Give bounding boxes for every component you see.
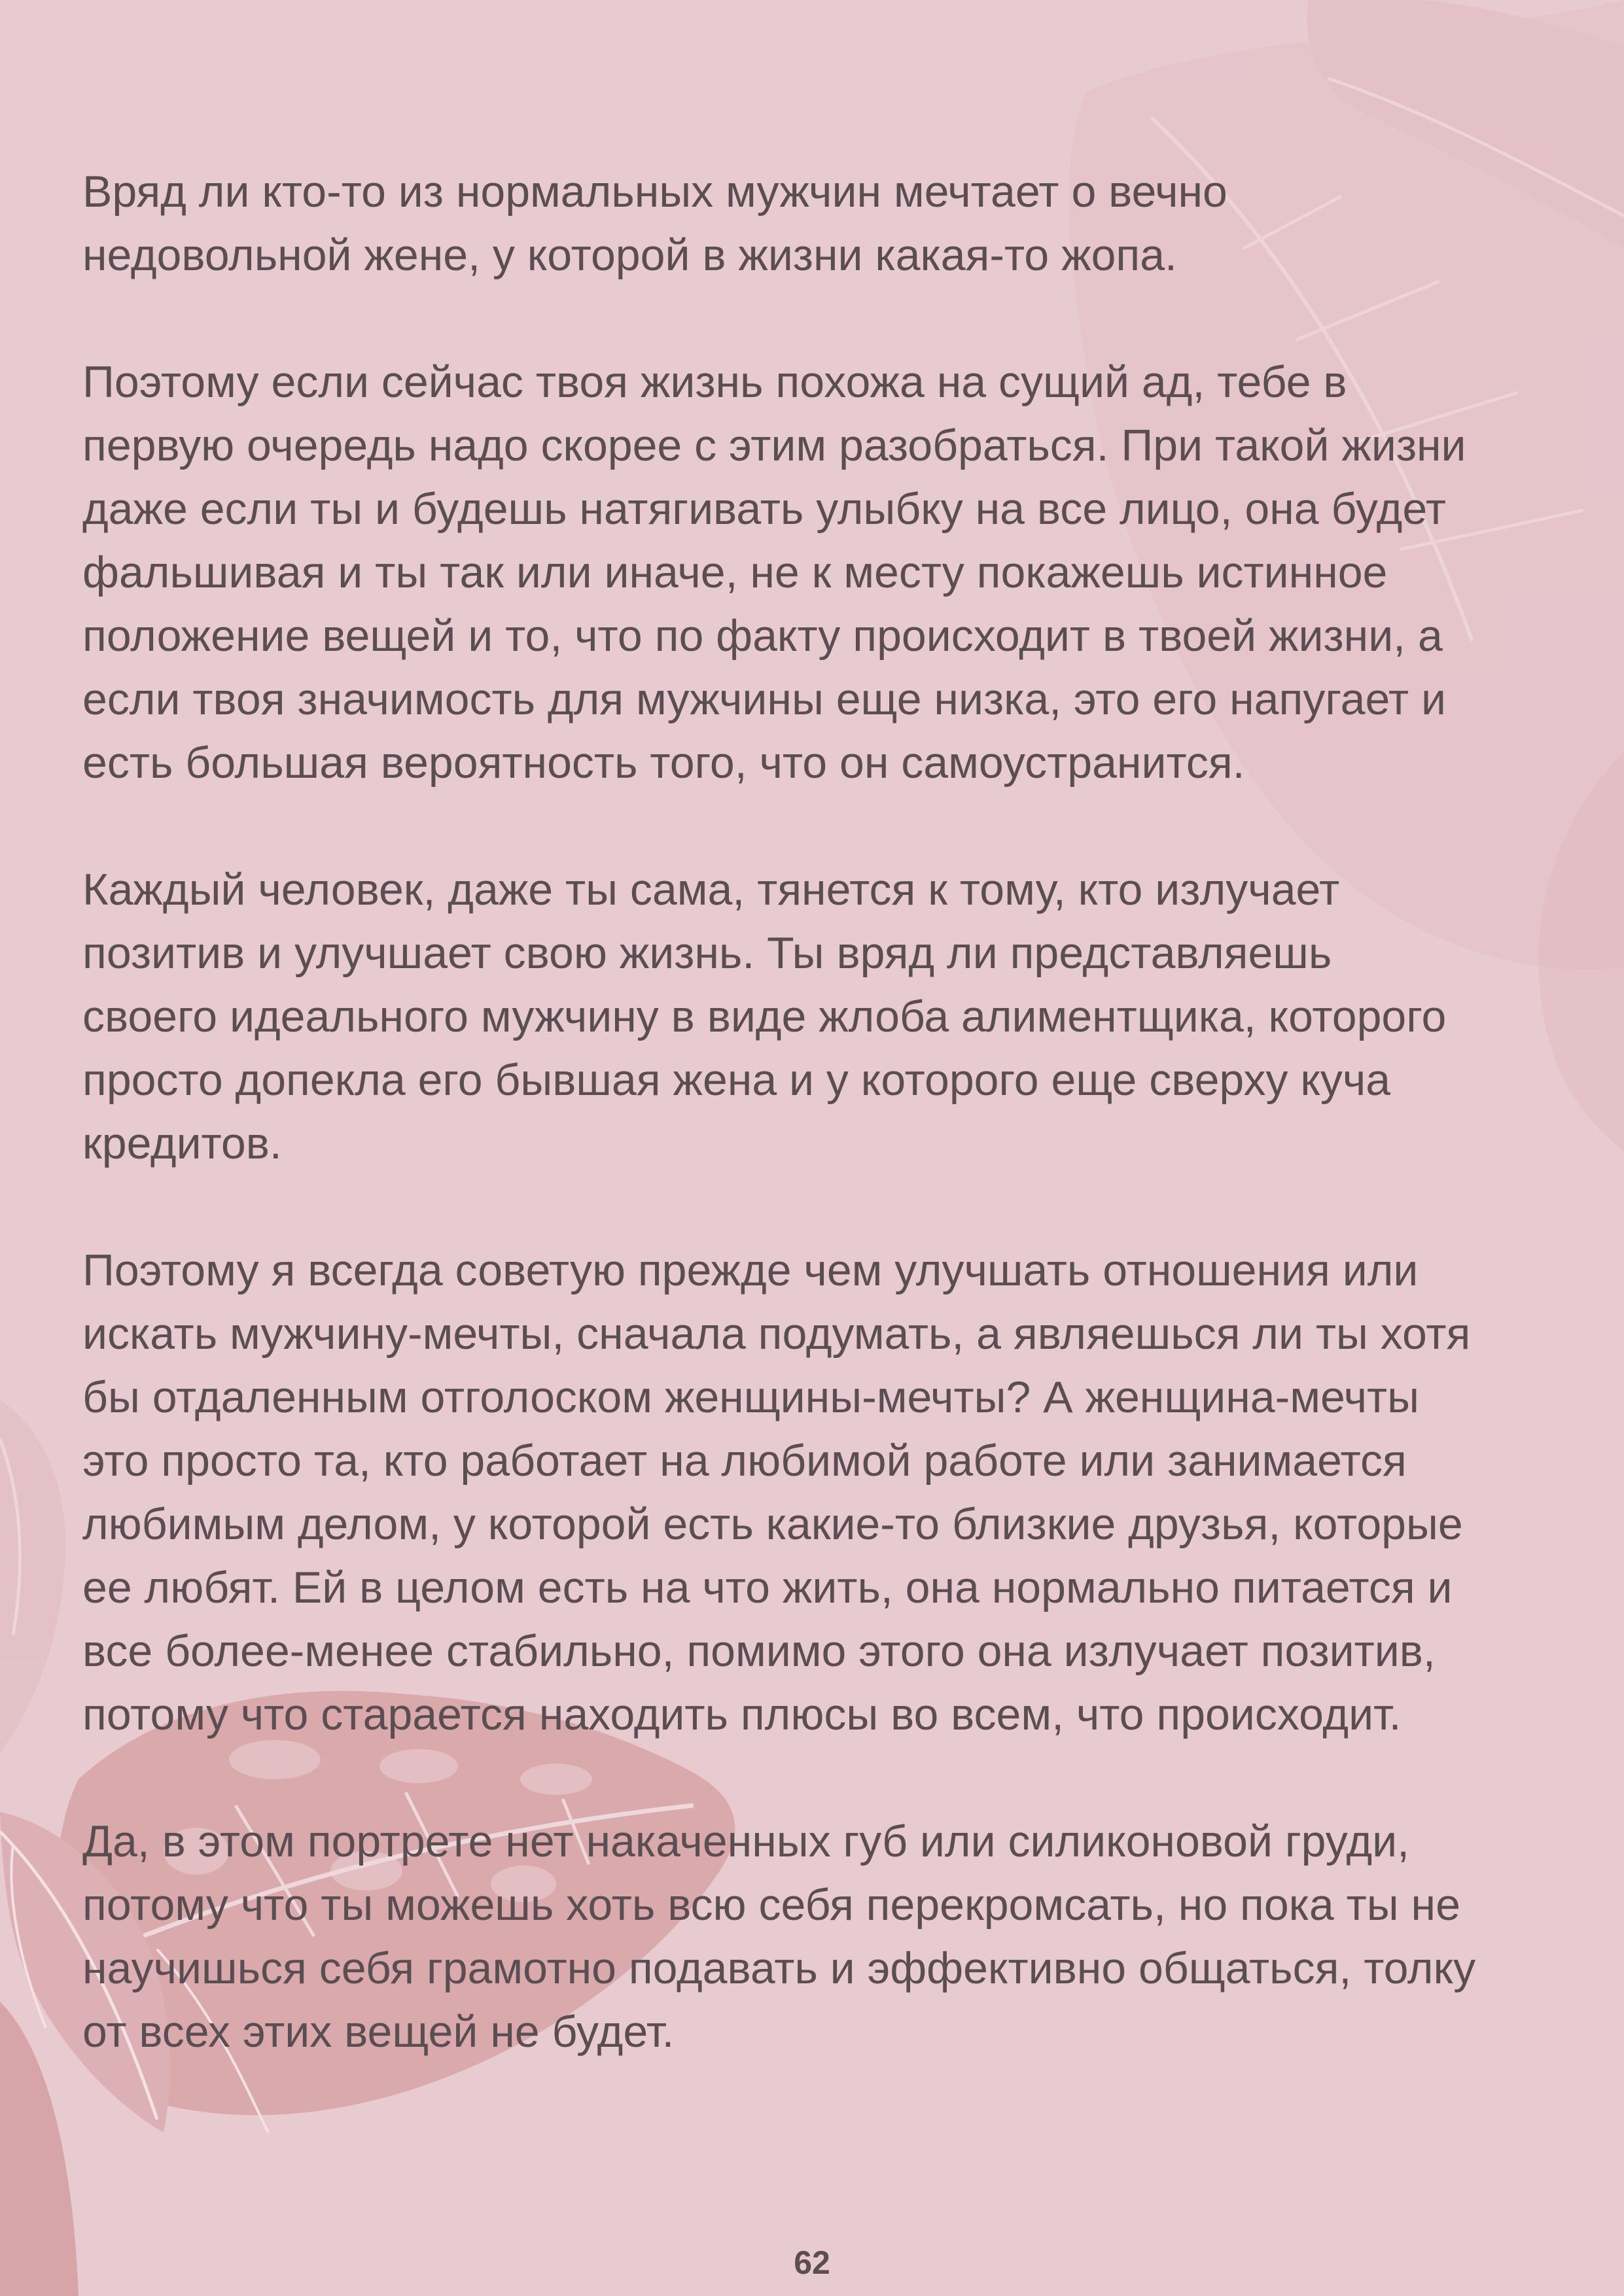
page-number: 62 (794, 2244, 830, 2281)
page-body (82, 160, 1561, 2127)
paragraph-1: Вряд ли кто-то из нормальных мужчин мечтает о вечно недовольной жене, у которой в жизни какая-то жопа. (82, 167, 1227, 280)
paragraph-3: Каждый человек, даже ты сама, тянется к тому, кто излучает позитив и улучшает свою жизнь. Ты вряд ли представляешь своего идеального мужчину в виде жлоба алиментщика, которого просто допекла его бывшая жена и у которого еще сверху куча кредитов. (82, 865, 1447, 1168)
left-edge-leaf-icon (0, 1400, 65, 1753)
paragraph-2: Поэтому если сейчас твоя жизнь похожа на сущий ад, тебе в первую очередь надо скорее с этим разобраться. При такой жизни даже если ты и будешь натягивать улыбку на все лицо, она будет фальшивая и ты так или иначе, не к месту покажешь истинное положение вещей и то, что по факту происходит в твоей жизни, а если твоя значимость для мужчины еще низка, это его напугает и есть большая вероятность того, что он самоустранится. (82, 357, 1466, 788)
paragraph-5: Да, в этом портрете нет накаченных губ или силиконовой груди, потому что ты можешь хоть всю себя перекромсать, но пока ты не научишься себя грамотно подавать и эффективно общаться, толку от всех этих вещей не будет. (82, 1817, 1476, 2057)
paragraph-4: Поэтому я всегда советую прежде чем улучшать отношения или искать мужчину-мечты, сначала подумать, а являешься ли ты хотя бы отдаленным отголоском женщины-мечты? А женщина-мечты это просто та, кто работает на любимой работе или занимается любимым делом, у которой есть какие-то близкие друзья, которые ее любят. Ей в целом есть на что жить, она нормально питается и все более-менее стабильно, помимо этого она излучает позитив, потому что старается находить плюсы во всем, что происходит. (82, 1245, 1471, 1739)
